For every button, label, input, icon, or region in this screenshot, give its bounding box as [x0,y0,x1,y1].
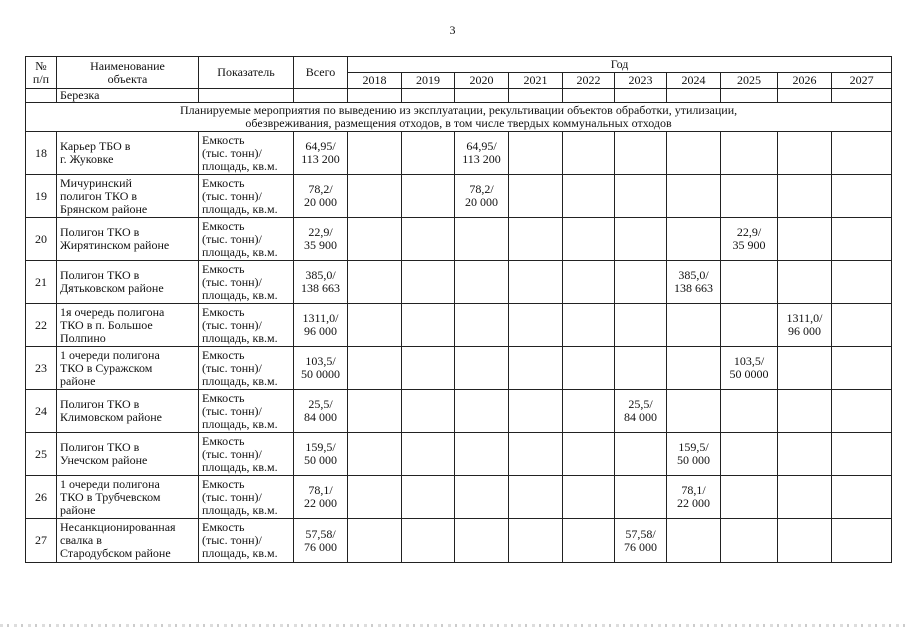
year-value-2021 [509,476,563,519]
year-value-2021 [509,261,563,304]
object-name: 1я очередь полигона ТКО в п. Большое Полпино [57,304,199,347]
year-value-2025 [721,132,778,175]
indicator: Емкость (тыс. тонн)/ площадь, кв.м. [199,261,294,304]
year-value-2027 [832,261,892,304]
total-value: 57,58/ 76 000 [294,519,348,563]
year-header: 2025 [721,73,778,89]
total-value: 64,95/ 113 200 [294,132,348,175]
empty-cell [615,89,667,103]
year-value-2026: 1311,0/ 96 000 [778,304,832,347]
year-value-2020 [455,261,509,304]
year-value-2018 [348,304,402,347]
year-value-2026 [778,218,832,261]
empty-cell [455,89,509,103]
year-header: 2020 [455,73,509,89]
year-value-2024 [667,132,721,175]
empty-cell [778,89,832,103]
year-value-2023 [615,433,667,476]
year-value-2021 [509,218,563,261]
row-number: 24 [26,390,57,433]
object-name: 1 очереди полигона ТКО в Суражском районе [57,347,199,390]
object-name: 1 очереди полигона ТКО в Трубчевском районе [57,476,199,519]
empty-cell [199,89,294,103]
row-number: 21 [26,261,57,304]
object-name: Полигон ТКО в Жирятинском районе [57,218,199,261]
scan-artifact [0,624,905,627]
year-value-2019 [402,304,455,347]
table-row [26,519,892,563]
total-value: 1311,0/ 96 000 [294,304,348,347]
year-value-2025: 103,5/ 50 0000 [721,347,778,390]
indicator: Емкость (тыс. тонн)/ площадь, кв.м. [199,132,294,175]
year-value-2022 [563,261,615,304]
year-value-2026 [778,519,832,563]
total-value: 22,9/ 35 900 [294,218,348,261]
year-value-2020 [455,347,509,390]
section-banner: Планируемые мероприятия по выведению из эксплуатации, рекультивации объектов обработки, утилизации, обезвреживания, размещения отходов, в том числе твердых коммунальных отходов [26,103,892,132]
table-row [26,433,892,476]
total-value: 385,0/ 138 663 [294,261,348,304]
year-value-2023 [615,175,667,218]
year-header: 2022 [563,73,615,89]
year-value-2018 [348,433,402,476]
year-value-2027 [832,218,892,261]
year-value-2022 [563,304,615,347]
empty-cell [26,89,57,103]
year-value-2023 [615,218,667,261]
year-value-2026 [778,132,832,175]
year-value-2021 [509,132,563,175]
year-header: 2026 [778,73,832,89]
empty-cell [294,89,348,103]
object-name: Мичуринский полигон ТКО в Брянском районе [57,175,199,218]
year-value-2023 [615,261,667,304]
row-number: 25 [26,433,57,476]
year-value-2027 [832,519,892,563]
year-value-2026 [778,347,832,390]
year-header: 2018 [348,73,402,89]
row-number: 19 [26,175,57,218]
year-value-2020: 64,95/ 113 200 [455,132,509,175]
object-name: Полигон ТКО в Климовском районе [57,390,199,433]
year-value-2020 [455,476,509,519]
table-row [26,304,892,347]
year-value-2019 [402,390,455,433]
table-row [26,476,892,519]
year-value-2023 [615,476,667,519]
year-value-2019 [402,261,455,304]
table-row [26,390,892,433]
year-value-2019 [402,519,455,563]
year-value-2027 [832,390,892,433]
row-number: 27 [26,519,57,563]
header-num: № п/п [26,57,57,89]
year-header: 2023 [615,73,667,89]
year-value-2022 [563,433,615,476]
empty-cell [721,89,778,103]
year-value-2022 [563,132,615,175]
year-value-2021 [509,433,563,476]
total-value: 159,5/ 50 000 [294,433,348,476]
year-value-2026 [778,175,832,218]
year-value-2020 [455,519,509,563]
table-row [26,132,892,175]
year-value-2019 [402,175,455,218]
object-name: Карьер ТБО в г. Жуковке [57,132,199,175]
year-value-2018 [348,347,402,390]
empty-cell [509,89,563,103]
row-number: 22 [26,304,57,347]
year-value-2022 [563,347,615,390]
year-value-2020 [455,433,509,476]
object-name: Полигон ТКО в Унечском районе [57,433,199,476]
year-value-2021 [509,304,563,347]
indicator: Емкость (тыс. тонн)/ площадь, кв.м. [199,390,294,433]
table-row [26,218,892,261]
year-value-2025: 22,9/ 35 900 [721,218,778,261]
empty-cell [832,89,892,103]
header-row [26,57,892,73]
year-value-2025 [721,261,778,304]
measures-table [25,56,892,563]
year-value-2018 [348,175,402,218]
year-value-2023 [615,304,667,347]
table-row [26,347,892,390]
object-name: Полигон ТКО в Дятьковском районе [57,261,199,304]
year-value-2027 [832,347,892,390]
indicator: Емкость (тыс. тонн)/ площадь, кв.м. [199,519,294,563]
indicator: Емкость (тыс. тонн)/ площадь, кв.м. [199,347,294,390]
table-row [26,261,892,304]
total-value: 103,5/ 50 0000 [294,347,348,390]
page-number: 3 [449,23,456,37]
row-number: 20 [26,218,57,261]
indicator: Емкость (тыс. тонн)/ площадь, кв.м. [199,476,294,519]
year-value-2022 [563,476,615,519]
total-value: 25,5/ 84 000 [294,390,348,433]
year-value-2027 [832,304,892,347]
row-number: 26 [26,476,57,519]
year-value-2025 [721,304,778,347]
section-row [26,89,892,103]
empty-cell [667,89,721,103]
year-header: 2024 [667,73,721,89]
year-value-2022 [563,390,615,433]
year-value-2018 [348,519,402,563]
year-value-2026 [778,390,832,433]
year-value-2018 [348,261,402,304]
year-value-2023 [615,347,667,390]
year-value-2026 [778,476,832,519]
year-value-2022 [563,519,615,563]
year-value-2019 [402,433,455,476]
year-value-2019 [402,347,455,390]
year-value-2018 [348,132,402,175]
header-indicator: Показатель [199,57,294,89]
year-value-2020 [455,218,509,261]
year-value-2024 [667,218,721,261]
year-value-2025 [721,519,778,563]
header-year: Год [348,57,892,73]
year-value-2023 [615,132,667,175]
total-value: 78,2/ 20 000 [294,175,348,218]
empty-cell [563,89,615,103]
banner-row [26,103,892,132]
year-value-2021 [509,347,563,390]
year-value-2024 [667,390,721,433]
empty-cell [402,89,455,103]
indicator: Емкость (тыс. тонн)/ площадь, кв.м. [199,304,294,347]
indicator: Емкость (тыс. тонн)/ площадь, кв.м. [199,218,294,261]
year-value-2026 [778,261,832,304]
row-number: 18 [26,132,57,175]
indicator: Емкость (тыс. тонн)/ площадь, кв.м. [199,175,294,218]
section-label: Березка [57,89,199,103]
header-name: Наименование объекта [57,57,199,89]
year-value-2027 [832,175,892,218]
year-value-2018 [348,476,402,519]
year-value-2024: 159,5/ 50 000 [667,433,721,476]
year-header: 2019 [402,73,455,89]
year-value-2024 [667,347,721,390]
year-value-2025 [721,390,778,433]
year-header: 2021 [509,73,563,89]
object-name: Несанкционированная свалка в Стародубском районе [57,519,199,563]
year-value-2018 [348,390,402,433]
year-value-2027 [832,132,892,175]
year-value-2021 [509,519,563,563]
year-value-2024 [667,519,721,563]
year-value-2018 [348,218,402,261]
year-value-2022 [563,218,615,261]
year-value-2021 [509,390,563,433]
year-value-2024 [667,175,721,218]
year-value-2024 [667,304,721,347]
year-value-2021 [509,175,563,218]
year-value-2022 [563,175,615,218]
year-value-2023: 25,5/ 84 000 [615,390,667,433]
year-value-2025 [721,433,778,476]
year-value-2024: 78,1/ 22 000 [667,476,721,519]
header-total: Всего [294,57,348,89]
year-value-2020 [455,304,509,347]
table-row [26,175,892,218]
indicator: Емкость (тыс. тонн)/ площадь, кв.м. [199,433,294,476]
year-value-2023: 57,58/ 76 000 [615,519,667,563]
year-value-2027 [832,476,892,519]
year-value-2019 [402,132,455,175]
row-number: 23 [26,347,57,390]
year-value-2019 [402,476,455,519]
year-value-2026 [778,433,832,476]
year-value-2025 [721,175,778,218]
year-value-2020: 78,2/ 20 000 [455,175,509,218]
year-value-2024: 385,0/ 138 663 [667,261,721,304]
empty-cell [348,89,402,103]
year-value-2020 [455,390,509,433]
year-value-2027 [832,433,892,476]
year-header: 2027 [832,73,892,89]
total-value: 78,1/ 22 000 [294,476,348,519]
year-value-2019 [402,218,455,261]
year-value-2025 [721,476,778,519]
